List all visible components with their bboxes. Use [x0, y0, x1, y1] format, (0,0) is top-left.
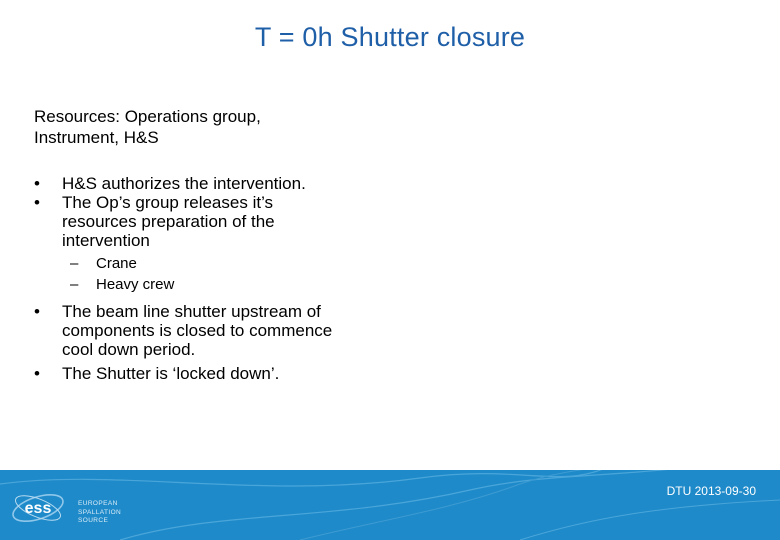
sub-bullet-marker: –	[70, 255, 79, 272]
sub-bullet-item	[70, 253, 454, 274]
bullet-item	[34, 193, 454, 295]
ess-logo	[8, 479, 128, 533]
bullet-marker: •	[34, 193, 40, 212]
ess-logo-mark-icon	[8, 479, 72, 533]
bullet-marker: •	[34, 364, 40, 383]
bullet-item	[34, 302, 454, 359]
logo-line-3: SOURCE	[78, 517, 109, 524]
bullet-marker: •	[34, 174, 40, 193]
logo-mark-text: ess	[24, 500, 52, 517]
bullet-text: The beam line shutter upstream of components is closed to commence cool down period.	[62, 302, 333, 359]
slide-title: T = 0h Shutter closure	[254, 22, 526, 52]
bullet-text: H&S authorizes the intervention.	[62, 174, 306, 193]
resources-text: Resources: Operations group, Instrument, H&S	[34, 107, 261, 147]
bullet-marker: •	[34, 302, 40, 321]
bullet-text: The Shutter is ‘locked down’.	[62, 364, 280, 383]
footer-date: DTU 2013-09-30	[666, 484, 756, 498]
bullet-text: The Op’s group releases it’s resources preparation of the intervention	[62, 193, 275, 250]
logo-line-2: SPALLATION	[78, 508, 122, 516]
bullet-item	[34, 364, 454, 383]
logo-wordmark	[78, 500, 121, 526]
sub-bullet-marker: –	[70, 276, 79, 293]
footer-band	[0, 470, 780, 540]
sub-bullet-text: Crane	[96, 255, 137, 272]
bullet-item	[34, 174, 454, 193]
slide-content	[34, 106, 454, 383]
logo-line-1: EUROPEAN	[78, 500, 118, 507]
sub-bullet-item	[70, 274, 454, 295]
bullet-list	[34, 174, 454, 383]
sub-bullet-list	[34, 253, 454, 295]
sub-bullet-text: Heavy crew	[96, 276, 175, 293]
